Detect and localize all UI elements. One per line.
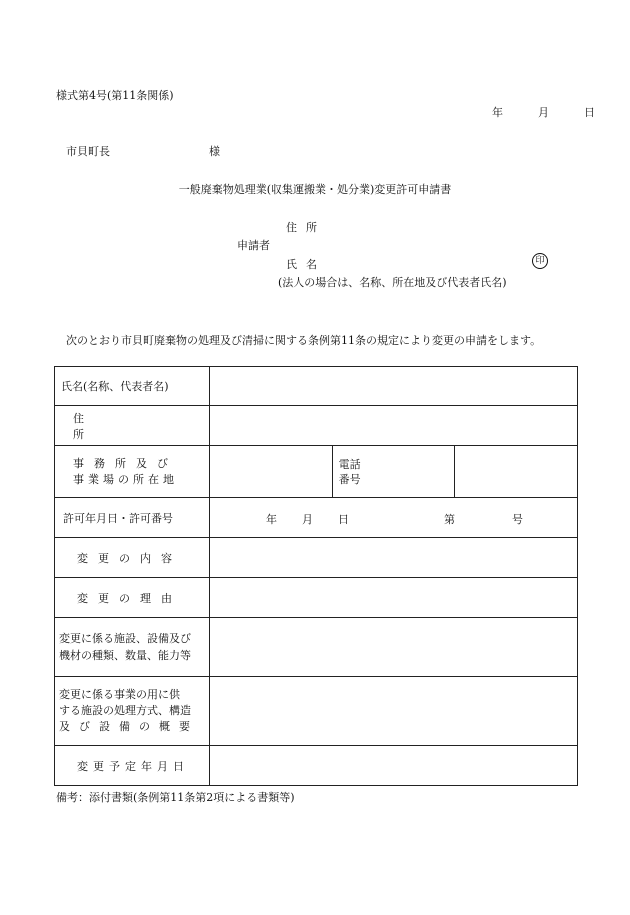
process-label-line-3: 及び設備の概要 (59, 720, 199, 733)
change-reason-label: 変更の理由 (55, 578, 210, 618)
application-statement: 次のとおり市貝町廃棄物の処理及び清掃に関する条例第11条の規定により変更の申請をします。 (66, 334, 542, 347)
table-row (55, 677, 578, 746)
office-field[interactable] (210, 446, 333, 498)
applicant-name-label: 氏名 (286, 258, 326, 271)
remarks-note: 備考：添付書類(条例第11条第2項による書類等) (56, 791, 295, 804)
permit-label: 許可年月日・許可番号 (55, 498, 210, 538)
seal-mark: 印 (532, 253, 548, 269)
scheduled-date-label: 変更予定年月日 (55, 746, 210, 786)
document-title: 一般廃棄物処理業(収集運搬業・処分業)変更許可申請書 (178, 183, 452, 196)
permit-number-suffix: 号 (512, 512, 523, 526)
form-number: 様式第4号(第11条関係) (56, 89, 174, 102)
honorific: 様 (209, 145, 220, 158)
applicant-label: 申請者 (237, 239, 270, 252)
process-field[interactable] (210, 677, 578, 746)
table-row (55, 446, 578, 498)
address-label-cell (55, 406, 210, 446)
table-row (55, 498, 578, 538)
corporation-note: (法人の場合は、名称、所在地及び代表者氏名) (278, 276, 507, 289)
scheduled-date-field[interactable] (210, 746, 578, 786)
office-label-cell (55, 446, 210, 498)
name-field[interactable] (210, 367, 578, 406)
phone-field[interactable] (455, 446, 578, 498)
table-row (55, 578, 578, 618)
date-year: 年 (492, 106, 503, 119)
change-content-label: 変更の内容 (55, 538, 210, 578)
table-row (55, 367, 578, 406)
table-row (55, 746, 578, 786)
table-row (55, 406, 578, 446)
phone-label-cell (332, 446, 455, 498)
permit-field[interactable] (210, 498, 578, 538)
phone-label-line-2: 番号 (338, 472, 361, 486)
permit-year: 年 (266, 512, 277, 526)
address-field[interactable] (210, 406, 578, 446)
phone-label-line-1: 電話 (338, 457, 361, 471)
process-label-line-1: 変更に係る事業の用に供 (59, 688, 180, 701)
facility-label-line-1: 変更に係る施設、設備及び (59, 632, 191, 645)
applicant-address-label: 住所 (286, 221, 326, 234)
date-day: 日 (584, 106, 595, 119)
table-row (55, 618, 578, 677)
permit-day: 日 (338, 512, 349, 526)
permit-month: 月 (302, 512, 313, 526)
name-label: 氏名(名称、代表者名) (55, 367, 210, 406)
table-row (55, 538, 578, 578)
application-date (492, 104, 595, 120)
process-label-cell (55, 677, 210, 746)
office-label-line-2: 事業場の所在地 (73, 472, 178, 486)
facility-label-line-2: 機材の種類、数量、能力等 (59, 649, 191, 662)
date-month: 月 (538, 106, 549, 119)
facility-field[interactable] (210, 618, 578, 677)
facility-label-cell (55, 618, 210, 677)
process-label-line-2: する施設の処理方式、構造 (59, 704, 191, 717)
addressee: 市貝町長 (66, 145, 110, 158)
application-table (54, 366, 578, 786)
address-label: 住所 (73, 411, 168, 441)
change-content-field[interactable] (210, 538, 578, 578)
change-reason-field[interactable] (210, 578, 578, 618)
office-label-line-1: 事務所及び (73, 456, 178, 470)
permit-number-prefix: 第 (444, 512, 455, 526)
